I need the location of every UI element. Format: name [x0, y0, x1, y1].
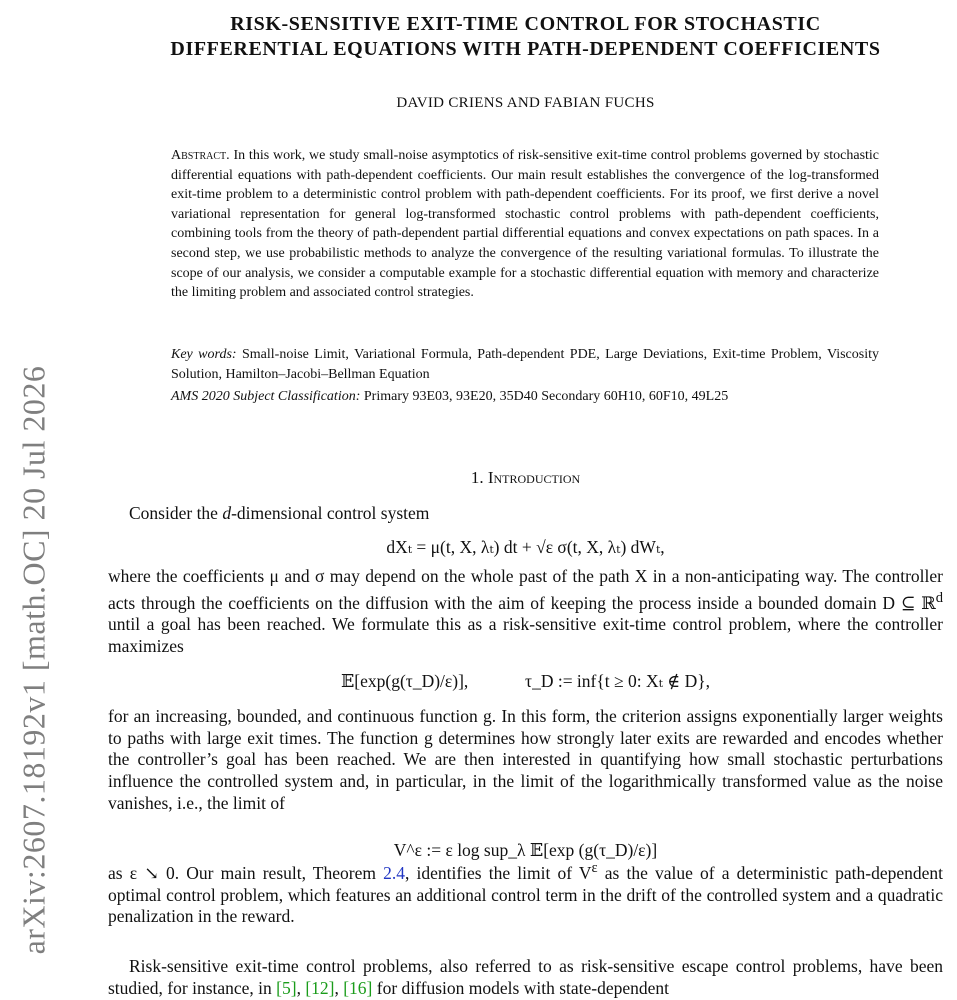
theorem-link[interactable]: 2.4: [383, 862, 405, 883]
title-line-2: DIFFERENTIAL EQUATIONS WITH PATH-DEPENDENT COEFFICIENTS: [170, 38, 881, 60]
keywords-label: Key words:: [171, 347, 237, 362]
arxiv-identifier-text: arXiv:2607.18192v1 [math.OC] 20 Jul 2026: [15, 365, 52, 955]
p5-text-b: for diffusion models with state-dependent: [372, 977, 670, 998]
paragraph-4: [108, 858, 943, 928]
citation-link-5[interactable]: [5]: [276, 977, 297, 998]
ams-classification: [171, 387, 879, 407]
ams-text: Primary 93E03, 93E20, 35D40 Secondary 60H10, 60F10, 49L25: [363, 389, 729, 404]
abstract-text: In this work, we study small-noise asymptotics of risk-sensitive exit-time control problems governed by stochastic differential equations with path-dependent coefficients. Our main result establishes the convergence of the log-transformed exit-time problem to a deterministic control problem with path-dependent coefficients. For its proof, we first derive a novel variational representation for general log-transformed stochastic control problems with path-dependent coefficients, combining tools from the theory of path-dependent partial differential equations and convex expectations on path spaces. In a second step, we use probabilistic methods to analyze the convergence of the resulting variational formulas. To illustrate the scope of our analysis, we consider a computable example for a stochastic differential equation with memory and characterize the limiting problem and associated control strategies.: [171, 148, 880, 301]
ams-label: AMS 2020 Subject Classification:: [171, 389, 361, 404]
section-number: 1.: [470, 468, 484, 487]
p2-text-a: where the coefficients μ and σ may depend on the whole past of the path X in a non-anticipating way. The controller acts through the coefficients on the diffusion with the aim of keeping the process inside a bounded domain D ⊆ ℝ: [108, 566, 943, 613]
citation-link-16[interactable]: [16]: [343, 977, 373, 998]
equation-sde: dXₜ = μ(t, X, λₜ) dt + √ε σ(t, X, λₜ) dWₜ,: [386, 537, 665, 557]
paragraph-2: [108, 566, 943, 658]
p2-text-b: until a goal has been reached. We formulate this as a risk-sensitive exit-time control problem, where the controller maximizes: [108, 614, 943, 656]
p1-text-b: -dimensional control system: [231, 503, 430, 523]
abstract-label: Abstract.: [171, 148, 230, 163]
authors: DAVID CRIENS AND FABIAN FUCHS: [396, 95, 655, 111]
section-title-text: Introduction: [487, 468, 581, 487]
paper-title: [108, 12, 943, 62]
equation-criterion: [108, 671, 943, 692]
p4-superscript: ε: [591, 860, 598, 876]
p4-text-a: as ε ↘ 0. Our main result, Theorem: [108, 862, 384, 883]
p4-text-c: as the value of a deterministic path-dependent optimal control problem, which features an additional control term in the drift of the controlled system and a quadratic penalization in the reward.: [108, 862, 943, 927]
section-heading: [108, 468, 943, 488]
p4-text-b: , identifies the limit of V: [404, 862, 592, 883]
paragraph-3: for an increasing, bounded, and continuous function g. In this form, the criterion assigns exponentially larger weights to paths with large exit times. The function g determines how strongly later exits are rewarded and encodes whether the controller’s goal has been reached. We are then interested in quantifying how small stochastic perturbations influence the controlled system and, in particular, in the limit of the logarithmically transformed value as the noise vanishes, i.e., the limit of: [108, 706, 943, 813]
p5-separator-1: ,: [296, 977, 306, 998]
equation-expectation: 𝔼[exp(g(τ_D)/ε)],: [340, 671, 469, 691]
title-line-1: RISK-SENSITIVE EXIT-TIME CONTROL FOR STOCHASTIC: [230, 13, 821, 35]
p1-variable: d: [222, 503, 232, 523]
abstract: [171, 146, 879, 303]
citation-link-12[interactable]: [12]: [305, 977, 335, 998]
equation-exit-time: τ_D := inf{t ≥ 0: Xₜ ∉ D},: [525, 671, 711, 691]
p2-superscript: d: [935, 589, 943, 606]
arxiv-identifier: [0, 0, 60, 1000]
equation-value-function: V^ε := ε log sup_λ 𝔼[exp (g(τ_D)/ε)]: [393, 840, 658, 860]
p5-separator-2: ,: [334, 977, 344, 998]
keywords: [171, 345, 879, 384]
p5-text-a: Risk-sensitive exit-time control problems, also referred to as risk-sensitive escape control problems, have been studied, for instance, in: [108, 956, 943, 998]
keywords-text: Small-noise Limit, Variational Formula, Path-dependent PDE, Large Deviations, Exit-time Problem, Viscosity Solution, Hamilton–Jacobi–Bellman Equation: [171, 347, 879, 382]
p1-text-a: Consider the: [129, 503, 223, 523]
paragraph-5: [108, 956, 943, 999]
paragraph-1: [108, 503, 943, 525]
